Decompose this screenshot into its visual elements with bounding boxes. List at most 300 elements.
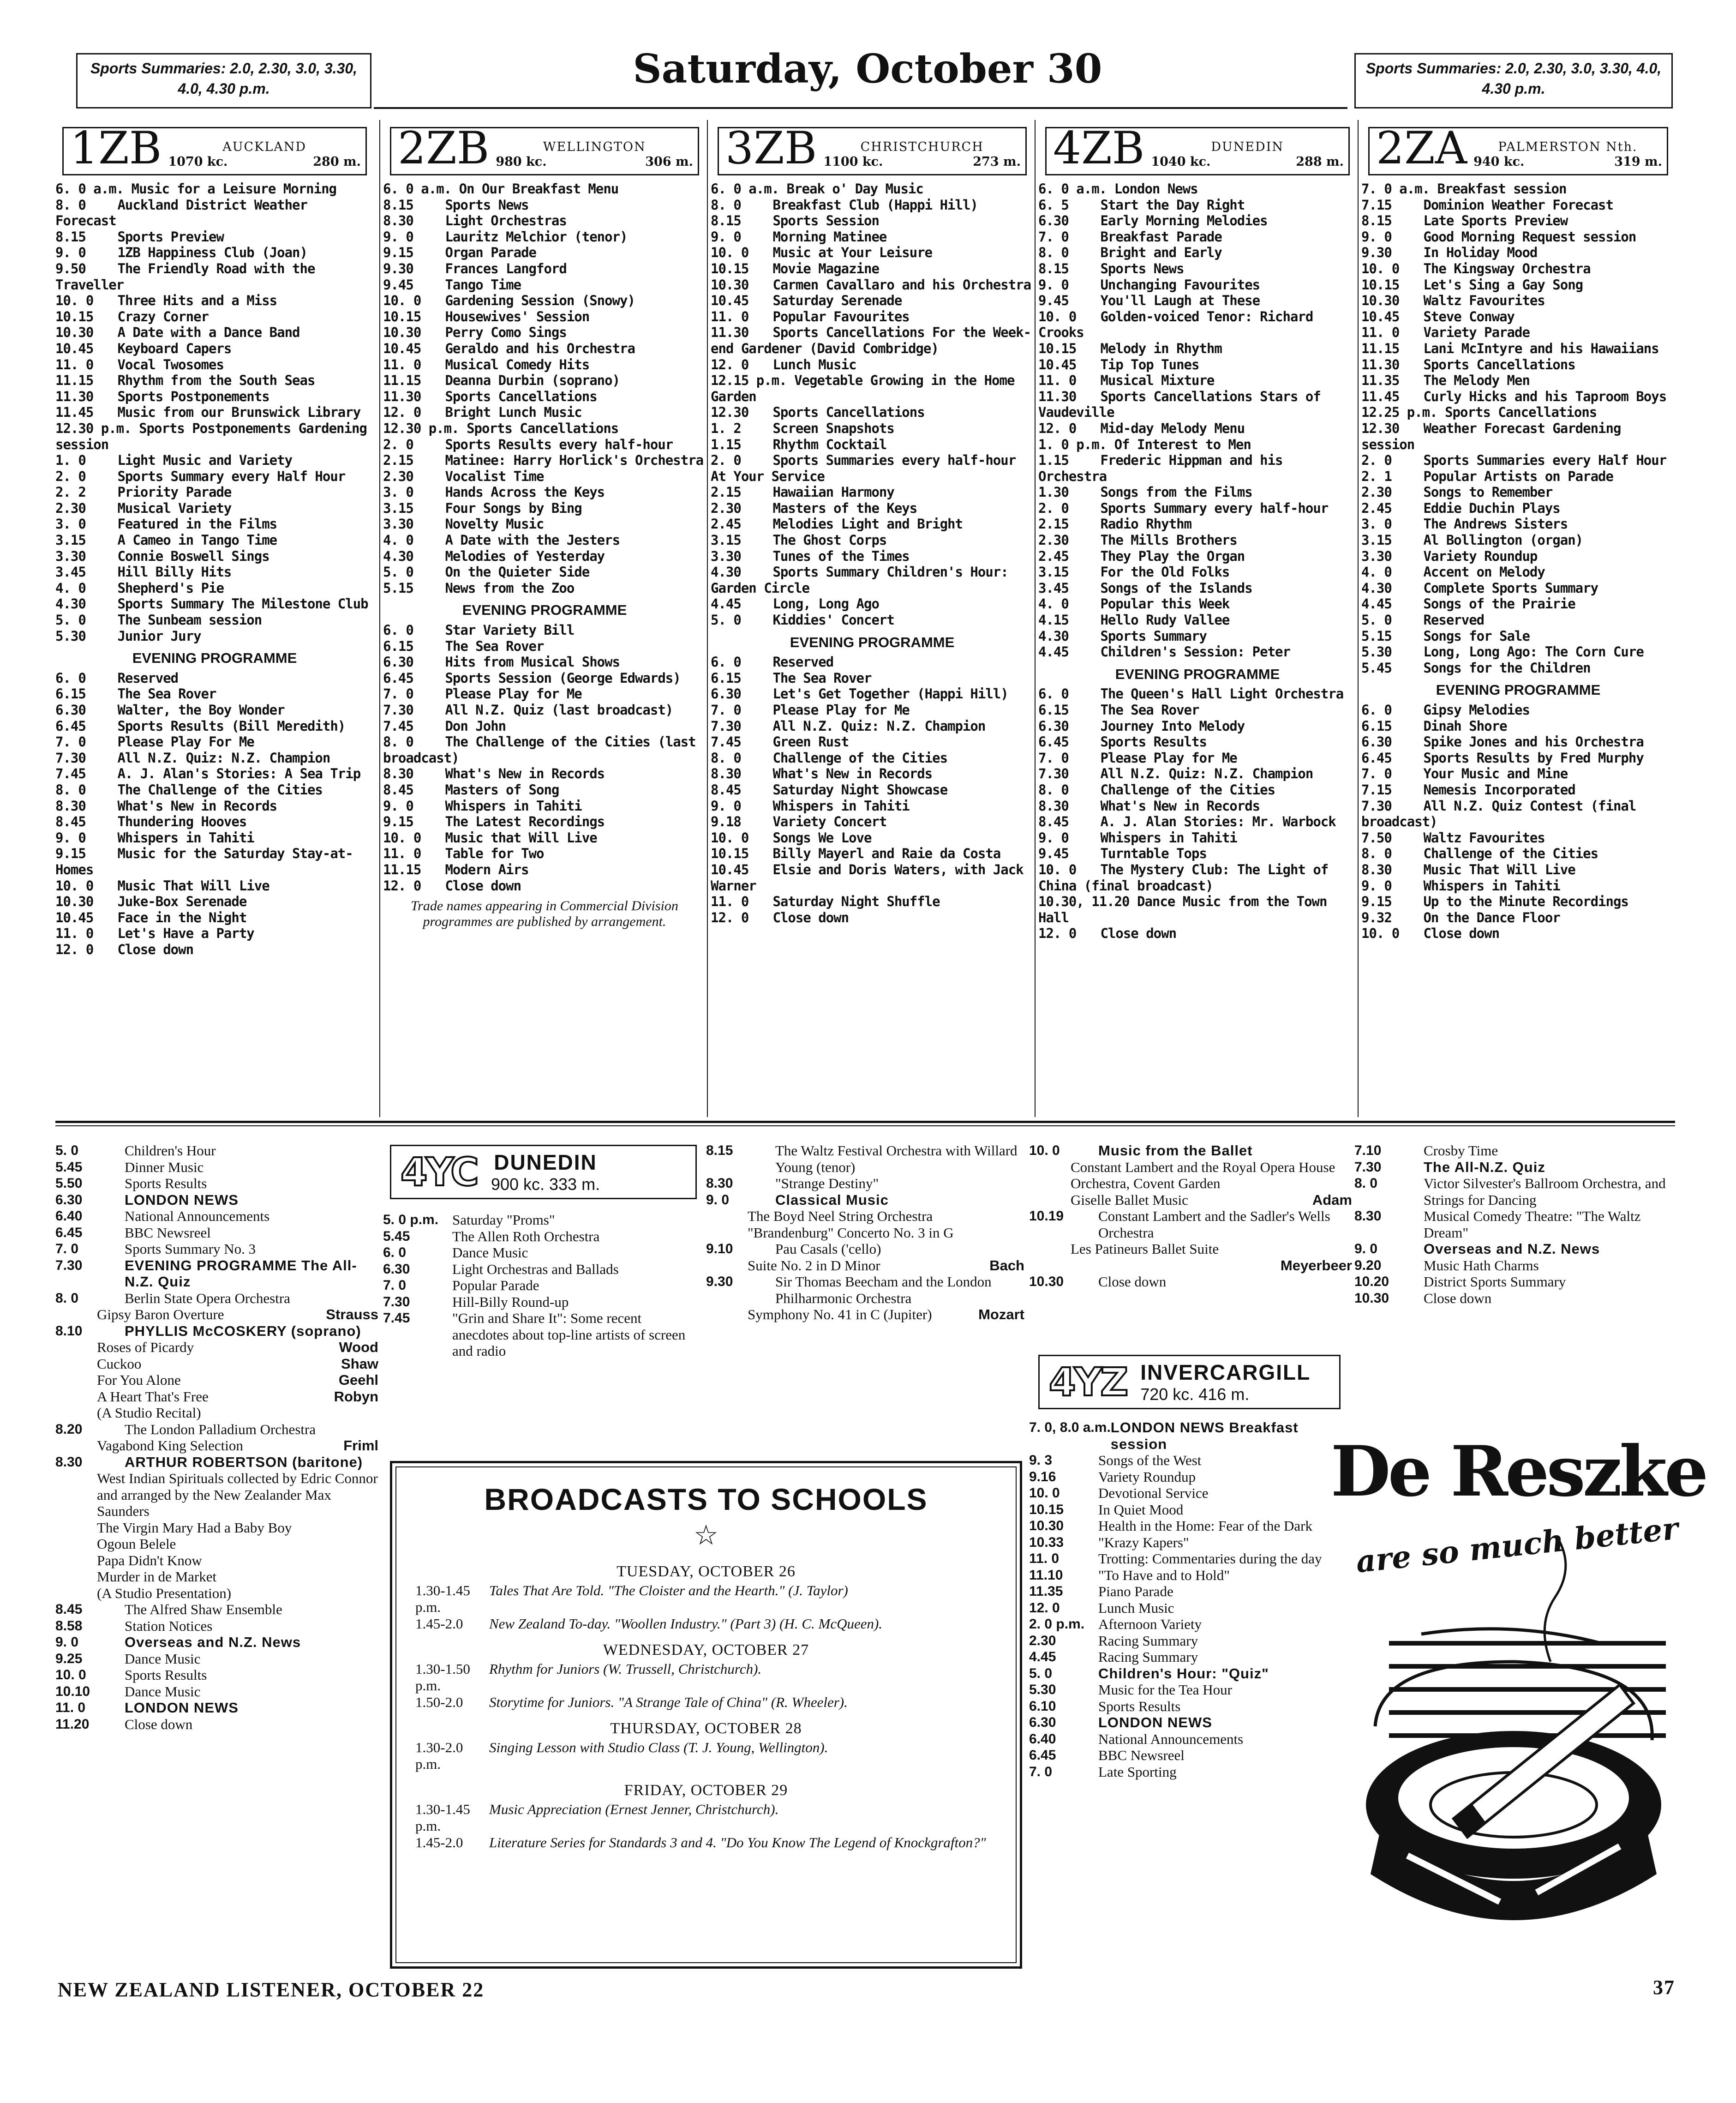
- programme-detail: (A Studio Recital): [97, 1405, 201, 1421]
- schedule-title: EVENING PROGRAMME The All-N.Z. Quiz: [125, 1257, 357, 1290]
- schedule-time: 7.30: [711, 718, 741, 734]
- schedule-item: [1038, 532, 1357, 548]
- schools-broadcast: [415, 1834, 997, 1851]
- schedule-time: 6.45: [1361, 750, 1392, 766]
- schedule-time: 7.30: [1361, 798, 1392, 814]
- schedule-time: 4.45: [1038, 644, 1069, 660]
- schedule-item: [711, 894, 1034, 910]
- schedule-title: 1ZB Happiness Club (Joan): [117, 245, 307, 261]
- schedule-item: [706, 1192, 1024, 1208]
- programme-detail: Murder in de Market: [97, 1568, 217, 1585]
- schedule-time: 6.45: [55, 1225, 83, 1240]
- schedule-item: [711, 564, 1034, 596]
- schedule-item: [55, 1667, 378, 1683]
- schedule-item: [1361, 261, 1675, 277]
- schedule-title: Overseas and N.Z. News: [125, 1634, 301, 1650]
- schedule-item: [1029, 1682, 1357, 1698]
- schedule-time: 11.30: [383, 388, 421, 404]
- schedule-item: [1038, 341, 1357, 357]
- station-frequency: 940 kc.: [1473, 155, 1525, 169]
- schedule-item: [711, 718, 1034, 734]
- schedule-item: [1029, 1600, 1357, 1616]
- schedule-time: 6.30: [383, 1261, 410, 1277]
- schedule-title: Deanna Durbin (soprano): [445, 373, 620, 389]
- schedule-time: 10.30: [55, 894, 94, 910]
- schedule-title: Songs for Sale: [1423, 628, 1530, 644]
- schedule-time: 4.30: [383, 548, 413, 564]
- broadcasts-to-schools-box: [390, 1461, 1022, 1969]
- schedule-time: 7.30: [55, 1257, 83, 1273]
- schedule-time: 10. 0: [1038, 861, 1077, 877]
- column-rule: [1358, 120, 1359, 1117]
- schedule-title: Songs to Remember: [1423, 484, 1553, 500]
- schedule-time: 5. 0: [55, 612, 86, 628]
- schedule-time: 11. 0: [383, 846, 421, 862]
- schedule-title: On Our Breakfast Menu: [459, 181, 619, 197]
- schedule-time: 1.15: [1038, 452, 1069, 469]
- schedule-item: [1038, 925, 1357, 942]
- schedule-item: [55, 1175, 378, 1192]
- page-title: Saturday, October 30: [633, 46, 1102, 92]
- schedule-item: [1038, 500, 1357, 517]
- schedule-item: [383, 324, 706, 341]
- schedule-title: Songs of the Prairie: [1423, 596, 1575, 612]
- schedule-item: [383, 564, 706, 580]
- schedule-time: 10. 0: [1029, 1485, 1060, 1501]
- schedule-time: 7.15: [1361, 197, 1392, 213]
- schedule-title: Lunch Music: [1098, 1599, 1174, 1616]
- schedule-time: 6.15: [711, 670, 741, 686]
- schedule-title: Whispers in Tahiti: [445, 798, 582, 814]
- schedule-title: LONDON NEWS: [125, 1191, 239, 1208]
- schedule-title: Musical Variety: [117, 500, 232, 516]
- schedule-time: 8.30: [55, 1454, 83, 1470]
- schedule-title: Classical Music: [775, 1191, 889, 1208]
- schedule-item: [1038, 484, 1357, 500]
- schedule-item: [1029, 1633, 1357, 1649]
- schedule-item: [1038, 564, 1357, 580]
- schedule-item: [1361, 910, 1675, 926]
- schedule-time: 7.30: [1038, 766, 1069, 782]
- schedule-time: 7.10: [1354, 1143, 1382, 1158]
- schedule-item: [383, 878, 706, 894]
- schedule-item: [383, 357, 706, 373]
- schedule-item: [711, 293, 1034, 309]
- schedule-title: Sports Session (George Edwards): [445, 670, 681, 686]
- schedule-item: [1361, 878, 1675, 894]
- schedule-time: 10.15: [1029, 1502, 1064, 1517]
- station-city: PALMERSTON Nth.: [1498, 140, 1638, 154]
- schedule-time: 3.45: [55, 564, 86, 580]
- station-callsign: 4ZB: [1053, 122, 1145, 174]
- schedule-title: Hill-Billy Round-up: [452, 1293, 569, 1310]
- schedule-title: Matinee: Harry Horlick's Orchestra: [445, 452, 704, 469]
- schedule-time: 10.15: [55, 308, 94, 324]
- work-and-composer: [55, 1388, 378, 1405]
- schedule-time: 7. 0: [1361, 766, 1392, 782]
- schedule-time: 8. 0: [711, 750, 741, 766]
- schedule-item: [1038, 357, 1357, 373]
- schedule-title: Turntable Tops: [1100, 846, 1207, 862]
- schedule-item: [1029, 1518, 1357, 1534]
- schedule-item: [1361, 718, 1675, 734]
- schedule-title: Sports Cancellations For the Week-end Gardener (David Combridge): [711, 324, 1031, 356]
- schedule-title: Break o' Day Music: [786, 181, 923, 197]
- schedule-title: The Challenge of the Cities (last broadcast): [383, 734, 696, 766]
- schedule-time: 11. 0: [711, 894, 749, 910]
- schedule-time: 12.25 p.m.: [1361, 404, 1437, 421]
- schedule-title: Breakfast Parade: [1100, 228, 1222, 245]
- schedule-item: [1361, 798, 1675, 830]
- schedule-item: [1038, 181, 1357, 197]
- schedule-time: 10. 0: [55, 293, 94, 309]
- schedule-item: [1038, 862, 1357, 894]
- programme-detail: Ogoun Belele: [97, 1536, 176, 1552]
- schedule-title: Dance Music: [452, 1244, 528, 1261]
- schedule-time: 9.30: [1361, 245, 1392, 261]
- schedule-time: 6.45: [55, 718, 86, 734]
- schedule-time: 10.15: [1361, 276, 1400, 293]
- schedule-item: [711, 404, 1034, 421]
- schedule-time: 2.30: [55, 500, 86, 516]
- schedule-item: [55, 469, 374, 485]
- schedule-time: 3.30: [1361, 548, 1392, 564]
- schedule-title: Eddie Duchin Plays: [1423, 500, 1560, 516]
- schedule-item: [55, 564, 374, 580]
- schedule-item: [55, 718, 374, 734]
- schedule-title: Constant Lambert and the Sadler's Wells Orchestra: [1098, 1208, 1330, 1241]
- schedule-time: 9. 0: [55, 245, 86, 261]
- schedule-time: 10. 0: [1038, 308, 1077, 324]
- schedule-title: Rhythm Cocktail: [772, 436, 887, 452]
- schedule-time: 8. 0: [711, 197, 741, 213]
- schedule-item: [55, 548, 374, 565]
- schedule-time: 9.32: [1361, 909, 1392, 925]
- 4yc-logo: 4YC: [401, 1149, 477, 1195]
- schedule-title: A Date with the Jesters: [445, 532, 620, 548]
- schedule-title: Overseas and N.Z. News: [1424, 1241, 1600, 1257]
- schedule-item: [1361, 421, 1675, 452]
- schedule-time: 10. 0: [383, 829, 421, 846]
- schedule-time: 3.45: [1038, 580, 1069, 596]
- schedule-time: 7.45: [383, 718, 413, 734]
- schedule-time: 10.15: [383, 308, 421, 324]
- schedule-item: [55, 942, 374, 958]
- schedule-item: [711, 245, 1034, 261]
- schedule-time: 7. 0: [383, 1278, 407, 1293]
- schedule-time: 6.15: [1361, 718, 1392, 734]
- schedule-title: Long, Long Ago: The Corn Cure: [1423, 644, 1644, 660]
- schedule-title: Movie Magazine: [772, 260, 879, 276]
- schedule-title: The Waltz Festival Orchestra with Willard Young (tenor): [775, 1142, 1018, 1175]
- station-3zb-header: [718, 122, 1027, 175]
- schedule-item: [55, 516, 374, 532]
- schedule-time: 11. 0: [711, 308, 749, 324]
- schedule-time: 2.30: [1029, 1633, 1056, 1648]
- schedule-title: Housewives' Session: [445, 308, 590, 324]
- work-and-composer: [1029, 1192, 1352, 1208]
- schedule-title: Close down: [1098, 1274, 1167, 1290]
- schedule-title: Close down: [1100, 925, 1177, 942]
- schedule-item: [55, 309, 374, 325]
- schedule-time: 1. 0: [55, 452, 86, 469]
- schedule-title: Variety Concert: [772, 814, 887, 830]
- ad-brand: De Reszke: [1330, 1431, 1706, 1512]
- schedule-item: [706, 1142, 1024, 1175]
- station-callsign: 2ZA: [1376, 122, 1467, 174]
- schedule-title: Songs for the Children: [1423, 660, 1591, 676]
- schedule-time: 11. 0: [1038, 373, 1077, 389]
- schedule-time: 10.19: [1029, 1208, 1064, 1224]
- schedule-title: National Announcements: [1098, 1730, 1244, 1747]
- schedule-title: Music from our Brunswick Library: [117, 404, 361, 421]
- schedule-time: 6.30: [383, 654, 413, 670]
- schedule-time: 8. 0: [1038, 781, 1069, 798]
- schedule-title: Crosby Time: [1424, 1142, 1498, 1159]
- 4yz-logo: 4YZ: [1049, 1359, 1127, 1405]
- schedule-title: Mid-day Melody Menu: [1100, 420, 1245, 436]
- schedule-item: [55, 1208, 378, 1225]
- schedule-time: 10. 0: [711, 829, 749, 846]
- schedule-item: [55, 580, 374, 596]
- schedule-item: [1361, 469, 1675, 485]
- composer: Shaw: [341, 1355, 378, 1372]
- schedule-item: [55, 596, 374, 612]
- schedule-item: [1038, 213, 1357, 229]
- schools-broadcast: [415, 1739, 997, 1773]
- schedule-item: [55, 766, 374, 782]
- schedule-title: Music Hath Charms: [1424, 1257, 1539, 1274]
- schedule-item: [383, 1244, 701, 1261]
- schedule-time: 6.45: [1038, 734, 1069, 750]
- schedule-item: [383, 814, 706, 830]
- schedule-time: 2.30: [1038, 532, 1069, 548]
- schedule-title: Sports Summary every Half Hour: [117, 468, 346, 484]
- schedule-item: [1361, 516, 1675, 532]
- schedule-time: 9. 0: [711, 798, 741, 814]
- schedule-item: [1038, 798, 1357, 814]
- schedule-item: [383, 702, 706, 718]
- station-frequency: 1100 kc.: [823, 155, 883, 169]
- schedule-time: 10. 0: [1029, 1143, 1060, 1158]
- schedule-time: 2. 1: [1361, 468, 1392, 484]
- schedule-item: [1361, 766, 1675, 782]
- schedule-item: [1029, 1208, 1352, 1241]
- schedule-time: 2. 0: [383, 436, 413, 452]
- schedule-time: 9. 0: [1038, 276, 1069, 293]
- schedule-time: 2. 0: [1361, 452, 1392, 469]
- schedule-item: [55, 1601, 378, 1618]
- schedule-item: [1029, 1583, 1357, 1600]
- schedule-time: 2.45: [711, 516, 741, 532]
- schedule-item: [711, 814, 1034, 830]
- schedule-title: Sports News: [1100, 260, 1184, 276]
- schedule-title: Close down: [117, 941, 194, 957]
- schedule-time: 9.45: [383, 276, 413, 293]
- station-3zb-schedule: [711, 181, 1034, 1118]
- schedule-title: The London Palladium Orchestra: [125, 1421, 316, 1437]
- schedule-title: Gipsy Melodies: [1423, 702, 1530, 718]
- schedule-time: 8.15: [383, 197, 413, 213]
- station-4zb-header: [1045, 122, 1350, 175]
- schedule-time: 11.15: [55, 373, 94, 389]
- work-and-composer: [1029, 1257, 1352, 1274]
- schedule-time: 12. 0: [55, 941, 94, 957]
- schedule-item: [55, 261, 374, 293]
- schedule-time: 6. 0 a.m.: [383, 181, 452, 197]
- schedule-time: 4. 0: [1361, 564, 1392, 580]
- schedule-time: 3.15: [1361, 532, 1392, 548]
- schedule-time: 7.30: [1354, 1159, 1382, 1175]
- schedule-item: [1361, 500, 1675, 517]
- schedule-time: 8.30: [383, 766, 413, 782]
- schedule-time: 6. 0: [383, 622, 413, 638]
- schedule-item: [1038, 293, 1357, 309]
- schedule-item: [1038, 277, 1357, 293]
- station-1zb-header: [62, 122, 367, 175]
- schedule-time: 10.45: [1361, 308, 1400, 324]
- schedule-item: [1361, 660, 1675, 676]
- schedule-title: Spike Jones and his Orchestra: [1423, 734, 1644, 750]
- schedule-title: Sports Summary every half-hour: [1100, 500, 1329, 516]
- schools-day-heading: FRIDAY, OCTOBER 29: [624, 1782, 788, 1799]
- schedule-title: Reserved: [117, 670, 179, 686]
- schedule-time: 10.45: [1038, 356, 1077, 373]
- schedule-item: [383, 245, 706, 261]
- schedule-title: Breakfast Club (Happi Hill): [772, 197, 978, 213]
- schedule-item: [1361, 925, 1675, 942]
- schedule-title: In Quiet Mood: [1098, 1501, 1184, 1518]
- schools-broadcast: [415, 1661, 997, 1694]
- schedule-title: Billy Mayerl and Raie da Costa: [772, 846, 1001, 862]
- schedule-title: Piano Parade: [1098, 1583, 1173, 1599]
- schedule-item: [55, 357, 374, 373]
- schedule-title: Songs We Love: [772, 829, 872, 846]
- station-2za-header: [1368, 122, 1668, 175]
- schedule-time: 10.30: [1354, 1290, 1389, 1306]
- schedule-time: 7.50: [1361, 829, 1392, 846]
- schedule-title: Popular Artists on Parade: [1423, 468, 1613, 484]
- schedule-title: Curly Hicks and his Taproom Boys: [1423, 388, 1667, 404]
- schedule-item: [1354, 1274, 1677, 1290]
- schedule-title: Crazy Corner: [117, 308, 209, 324]
- schedule-item: [1029, 1274, 1352, 1290]
- schedule-time: 8.45: [711, 781, 741, 798]
- schools-time: 1.45-2.0: [415, 1834, 463, 1851]
- schedule-title: Long, Long Ago: [772, 596, 879, 612]
- schedule-title: Geraldo and his Orchestra: [445, 340, 635, 356]
- schedule-item: [55, 782, 374, 798]
- schedule-title: Tango Time: [445, 276, 521, 293]
- schedule-item: [706, 1175, 1024, 1192]
- station-city: CHRISTCHURCH: [860, 140, 984, 154]
- schedule-title: All N.Z. Quiz: N.Z. Champion: [772, 718, 986, 734]
- schedule-time: 12.15 p.m.: [711, 373, 787, 389]
- schedule-item: [55, 1716, 378, 1733]
- schedule-title: BBC Newsreel: [1098, 1747, 1185, 1763]
- schedule-item: [1361, 580, 1675, 596]
- schedule-title: Children's Session: Peter: [1100, 644, 1290, 660]
- schedule-title: Lani McIntyre and his Hawaiians: [1423, 340, 1659, 356]
- schedule-time: 8. 0: [55, 197, 86, 213]
- schedule-time: 7. 0: [55, 734, 86, 750]
- schedule-time: 12. 0: [1038, 925, 1077, 942]
- schedule-time: 8.58: [55, 1618, 83, 1634]
- schedule-time: 4.45: [1361, 596, 1392, 612]
- schedule-title: National Announcements: [125, 1208, 270, 1224]
- schedule-title: Whispers in Tahiti: [1423, 877, 1560, 894]
- schools-time: 1.50-2.0: [415, 1694, 463, 1710]
- schedule-title: Lunch Music: [772, 356, 856, 373]
- schedule-time: 3. 0: [1361, 516, 1392, 532]
- schedule-item: [711, 846, 1034, 862]
- composer: Strauss: [326, 1306, 378, 1322]
- schedule-time: 9.20: [1354, 1257, 1382, 1273]
- schools-subject: Music Appreciation (Ernest Jenner, Christchurch).: [489, 1801, 779, 1817]
- schedule-item: [383, 1212, 701, 1228]
- schedule-item: [55, 1618, 378, 1634]
- schedule-item: [1354, 1142, 1677, 1159]
- schedule-title: Good Morning Request session: [1423, 228, 1636, 245]
- schedule-time: 5.30: [1029, 1682, 1056, 1697]
- schedule-title: Music That Will Live: [117, 877, 269, 894]
- schedule-item: [1038, 437, 1357, 453]
- schedule-time: 7. 0: [1029, 1764, 1053, 1779]
- schedule-item: [711, 686, 1034, 702]
- schedule-time: 10.30: [1029, 1518, 1064, 1533]
- schedule-item: [1361, 229, 1675, 245]
- schedule-time: 3.30: [383, 516, 413, 532]
- schedule-item: [383, 686, 706, 702]
- schedule-title: Priority Parade: [117, 484, 232, 500]
- schedule-title: Popular Favourites: [772, 308, 910, 324]
- schedule-title: Waltz Favourites: [1423, 829, 1545, 846]
- schedule-title: Of Interest to Men: [1114, 436, 1251, 452]
- schedule-time: 10.33: [1029, 1534, 1064, 1550]
- schedule-item: [1029, 1567, 1357, 1584]
- schedule-title: Light Music and Variety: [117, 452, 293, 469]
- lower-column-1: [55, 1142, 378, 1973]
- schedule-time: 8.15: [55, 228, 86, 245]
- schedule-time: 8.30: [706, 1176, 733, 1191]
- station-frequency: 980 kc.: [496, 155, 547, 169]
- station-2za-schedule: [1361, 181, 1675, 1118]
- programme-detail: West Indian Spirituals collected by Edric Connor and arranged by the New Zealander Max Saunders: [97, 1470, 378, 1519]
- schedule-item: [55, 229, 374, 245]
- schedule-title: Health in the Home: Fear of the Dark: [1098, 1518, 1312, 1534]
- schedule-title: The Andrews Sisters: [1423, 516, 1568, 532]
- work-and-composer: [706, 1306, 1024, 1323]
- schedule-title: Sports Cancellations: [772, 404, 925, 421]
- schedule-title: Music for a Leisure Morning: [131, 181, 337, 197]
- schedule-item: [1038, 718, 1357, 734]
- schedule-time: 6.30: [1029, 1715, 1056, 1730]
- schedule-time: 11. 0: [383, 356, 421, 373]
- schedule-item: [1361, 644, 1675, 660]
- schedule-time: 6. 0: [1361, 702, 1392, 718]
- schedule-title: Hill Billy Hits: [117, 564, 232, 580]
- schedule-time: 10.10: [55, 1683, 90, 1699]
- schedule-item: [1038, 261, 1357, 277]
- schedule-item: [1354, 1290, 1677, 1307]
- schedule-title: The Mystery Club: The Light of China (final broadcast): [1038, 861, 1329, 894]
- schedule-time: 8. 0: [1038, 245, 1069, 261]
- station-wavelength: 288 m.: [1296, 155, 1344, 169]
- schedule-item: [383, 469, 706, 485]
- sports-summaries-right: Sports Summaries: 2.0, 2.30, 3.0, 3.30, 4.0, 4.30 p.m.: [1354, 53, 1673, 108]
- schools-subject: New Zealand To-day. "Woollen Industry." (Part 3) (H. C. McQueen).: [489, 1616, 883, 1632]
- schedule-time: 10.45: [55, 340, 94, 356]
